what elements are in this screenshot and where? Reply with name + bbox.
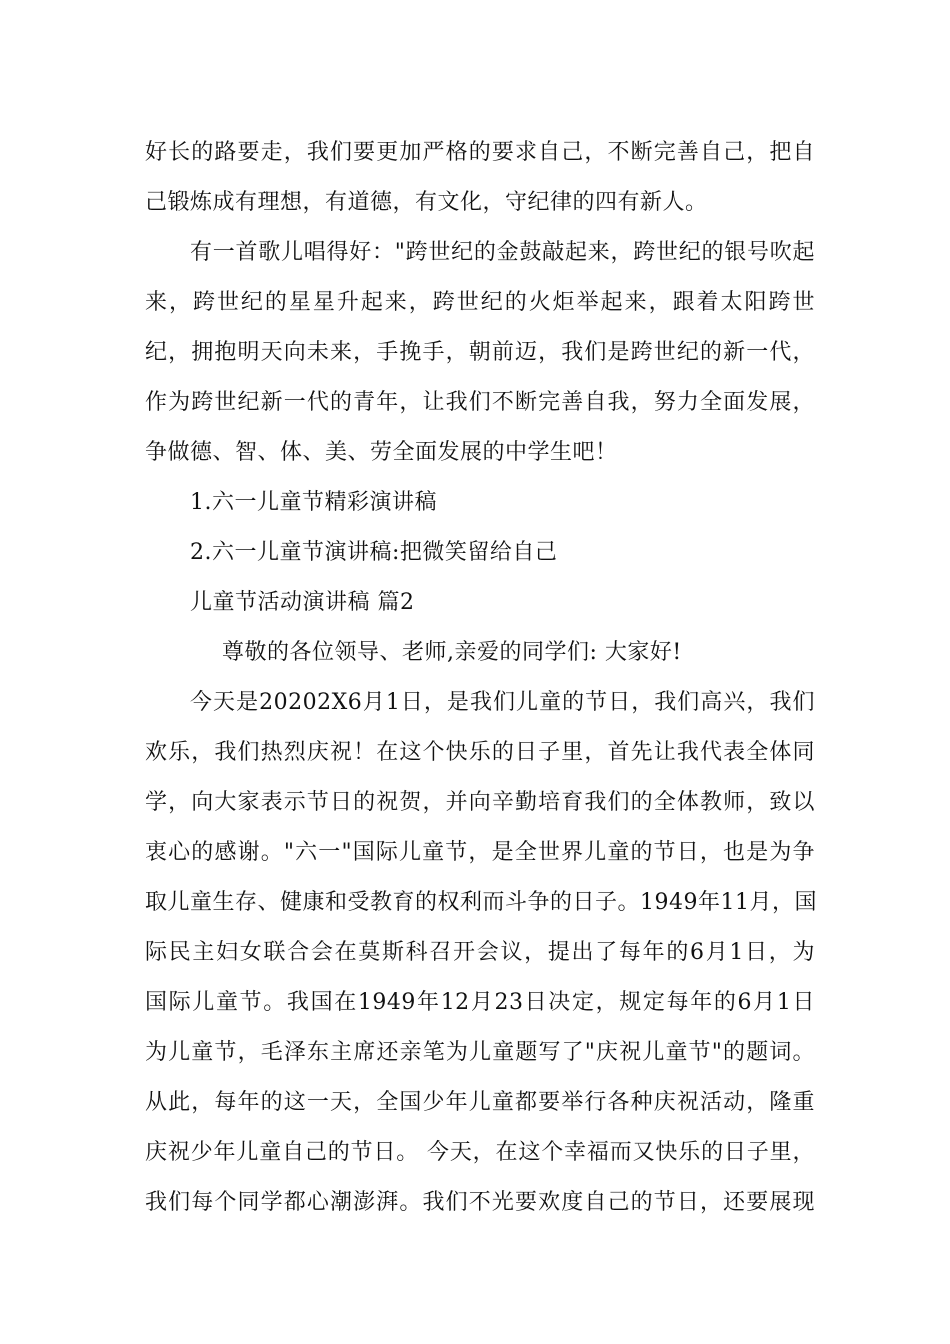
- related-link-item: 2.六一儿童节演讲稿:把微笑留给自己: [190, 540, 558, 565]
- related-link-item: 1.六一儿童节精彩演讲稿: [190, 490, 437, 515]
- paragraph-line: 国际儿童节。我国在1949年12月23日决定，规定每年的6月1日: [145, 990, 815, 1015]
- paragraph-line: 争做德、智、体、美、劳全面发展的中学生吧！: [145, 440, 618, 465]
- paragraph-line: 欢乐，我们热烈庆祝！在这个快乐的日子里，首先让我代表全体同: [145, 740, 815, 765]
- paragraph-line: 学，向大家表示节日的祝贺，并向辛勤培育我们的全体教师，致以: [145, 790, 815, 815]
- paragraph-line: 有一首歌儿唱得好："跨世纪的金鼓敲起来，跨世纪的银号吹起: [190, 240, 815, 265]
- paragraph-line: 际民主妇女联合会在莫斯科召开会议，提出了每年的6月1日，为: [145, 940, 815, 965]
- paragraph-line: 作为跨世纪新一代的青年，让我们不断完善自我，努力全面发展，: [145, 390, 815, 415]
- paragraph-line: 庆祝少年儿童自己的节日。 今天，在这个幸福而又快乐的日子里，: [145, 1140, 815, 1165]
- paragraph-line: 纪，拥抱明天向未来，手挽手，朝前迈，我们是跨世纪的新一代，: [145, 340, 815, 365]
- paragraph-line: 我们每个同学都心潮澎湃。我们不光要欢度自己的节日，还要展现: [145, 1190, 815, 1215]
- paragraph-line: 己锻炼成有理想，有道德，有文化，守纪律的四有新人。: [145, 190, 708, 215]
- paragraph-line: 好长的路要走，我们要更加严格的要求自己，不断完善自己，把自: [145, 140, 815, 165]
- paragraph-line: 来，跨世纪的星星升起来，跨世纪的火炬举起来，跟着太阳跨世: [145, 290, 815, 315]
- paragraph-line: 衷心的感谢。"六一"国际儿童节，是全世界儿童的节日，也是为争: [145, 840, 815, 865]
- paragraph-line: 取儿童生存、健康和受教育的权利而斗争的日子。1949年11月，国: [145, 890, 817, 915]
- salutation-line: 尊敬的各位领导、老师,亲爱的同学们: 大家好!: [222, 640, 682, 665]
- section-heading: 儿童节活动演讲稿 篇2: [190, 590, 415, 615]
- paragraph-line: 从此，每年的这一天，全国少年儿童都要举行各种庆祝活动，隆重: [145, 1090, 815, 1115]
- paragraph-line: 为儿童节，毛泽东主席还亲笔为儿童题写了"庆祝儿童节"的题词。: [145, 1040, 815, 1065]
- paragraph-line: 今天是20202X6月1日，是我们儿童的节日，我们高兴，我们: [190, 690, 815, 715]
